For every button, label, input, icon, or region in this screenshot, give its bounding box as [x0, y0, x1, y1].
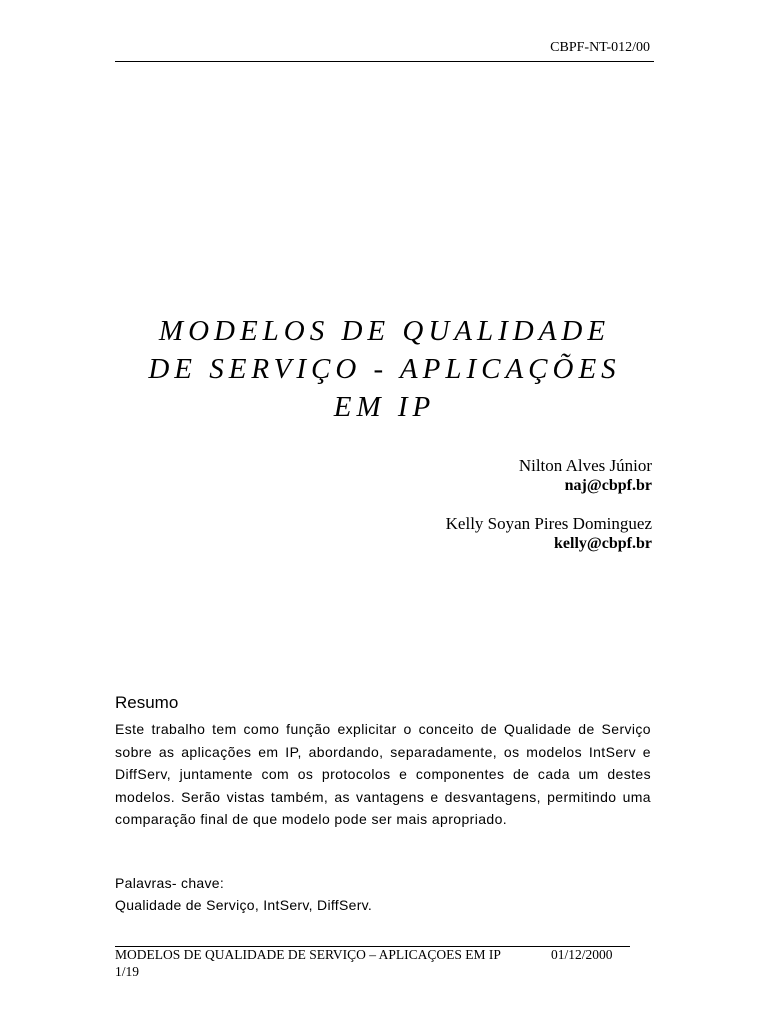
document-code: CBPF-NT-012/00 — [550, 40, 650, 55]
footer-title: MODELOS DE QUALIDADE DE SERVIÇO – APLICAÇOES EM IP — [115, 947, 501, 962]
author-block — [519, 456, 652, 496]
author-name: Nilton Alves Júnior — [518, 456, 652, 475]
page-number: 1/19 — [115, 964, 140, 979]
header-rule — [115, 61, 654, 62]
author-email[interactable]: kelly@cbpf.br — [554, 535, 652, 552]
keywords-value: Qualidade de Serviço, IntServ, DiffServ. — [115, 897, 373, 913]
document-title — [115, 312, 654, 426]
title-line: DE SERVIÇO - APLICAÇÕES — [148, 353, 621, 385]
title-line: MODELOS DE QUALIDADE — [158, 315, 611, 347]
title-line: EM IP — [333, 391, 436, 423]
author-name: Kelly Soyan Pires Dominguez — [445, 514, 652, 533]
author-email[interactable]: naj@cbpf.br — [564, 477, 652, 494]
footer-date: 01/12/2000 — [551, 947, 613, 962]
keywords-label: Palavras- chave: — [115, 875, 225, 891]
abstract-body: Este trabalho tem como função explicitar o conceito de Qualidade de Serviço sobre as aplicações em IP, abordando, separadamente, os modelos IntServ e DiffServ, juntamente com os protocolos e componentes de cada um destes modelos. Serão vistas também, as vantagens e desvantagens, permitindo uma comparação final de que modelo pode ser mais apropriado. — [115, 721, 651, 828]
abstract-heading: Resumo — [115, 693, 179, 712]
author-block — [446, 514, 652, 554]
